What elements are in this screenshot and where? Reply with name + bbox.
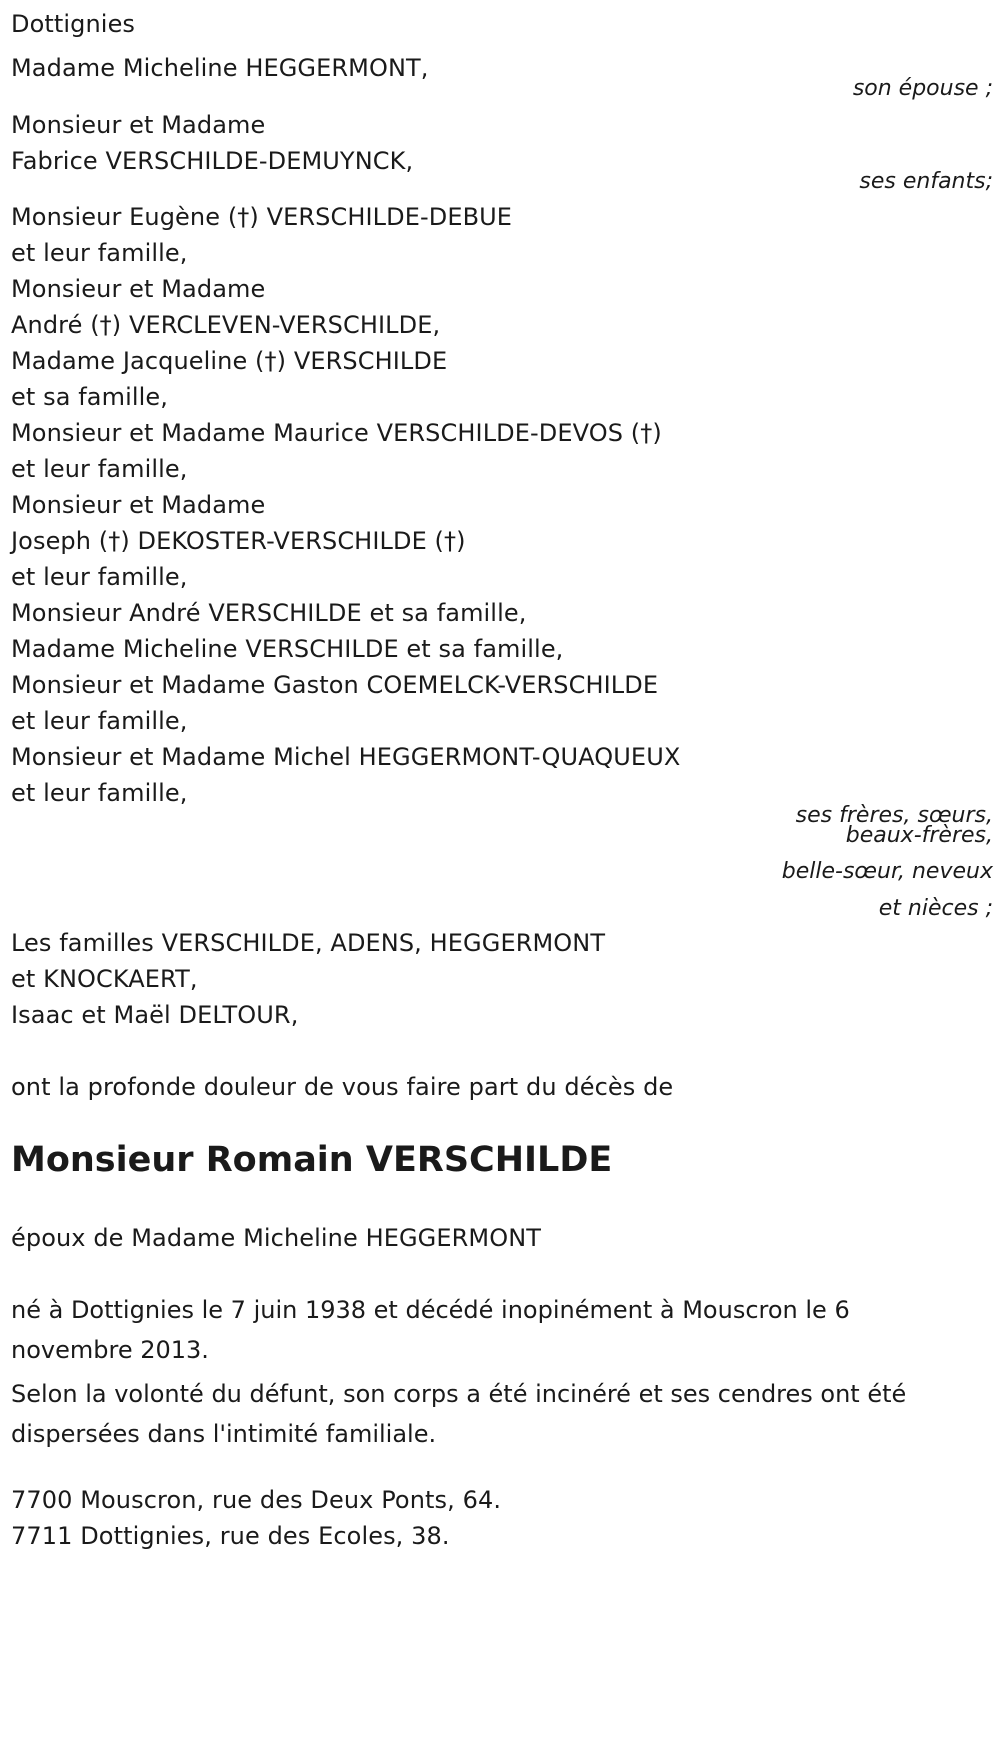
siblings-role-line: belle-sœur, neveux [781,859,993,884]
children-role: ses enfants; [859,169,993,194]
spouse-role: son épouse ; [852,76,993,101]
sibling-line: Joseph (†) DEKOSTER-VERSCHILDE (†) [11,527,466,555]
families-line: Isaac et Maël DELTOUR, [11,1001,299,1029]
sibling-line: et leur famille, [11,455,188,483]
sibling-line: Monsieur André VERSCHILDE et sa famille, [11,599,527,627]
sibling-line: Monsieur et Madame Maurice VERSCHILDE-DEVOS (†) [11,419,662,447]
sibling-line: et sa famille, [11,383,168,411]
sibling-line: et leur famille, [11,707,188,735]
address-line: 7711 Dottignies, rue des Ecoles, 38. [11,1522,450,1550]
deceased-name: Monsieur Romain VERSCHILDE [11,1140,613,1180]
siblings-role-line: et nièces ; [878,896,993,921]
sibling-line: Madame Micheline VERSCHILDE et sa famille, [11,635,564,663]
siblings-role-line: beaux-frères, [845,823,993,848]
families-line: Les familles VERSCHILDE, ADENS, HEGGERMONT [11,929,606,957]
sibling-line: Monsieur et Madame [11,275,266,303]
sibling-line: Monsieur et Madame [11,491,266,519]
children-line-2: Fabrice VERSCHILDE-DEMUYNCK, [11,147,414,175]
siblings-role-line: ses frères, sœurs, [795,803,993,828]
sibling-line: Monsieur Eugène (†) VERSCHILDE-DEBUE [11,203,513,231]
children-line-1: Monsieur et Madame [11,111,266,139]
address-line: 7700 Mouscron, rue des Deux Ponts, 64. [11,1486,502,1514]
families-line: et KNOCKAERT, [11,965,198,993]
sibling-line: André (†) VERCLEVEN-VERSCHILDE, [11,311,441,339]
sibling-line: Madame Jacqueline (†) VERSCHILDE [11,347,448,375]
birth-death-text: né à Dottignies le 7 juin 1938 et décédé inopinément à Mouscron le 6 novembre 2013. [11,1296,850,1364]
announcement-text: ont la profonde douleur de vous faire part du décès de [11,1073,674,1101]
sibling-line: Monsieur et Madame Gaston COEMELCK-VERSCHILDE [11,671,659,699]
place-heading: Dottignies [11,10,136,38]
spouse-name: Madame Micheline HEGGERMONT, [11,54,429,82]
sibling-line: et leur famille, [11,563,188,591]
sibling-line: et leur famille, [11,779,188,807]
cremation-text: Selon la volonté du défunt, son corps a été incinéré et ses cendres ont été dispersées dans l'intimité familiale. [11,1380,907,1448]
sibling-line: et leur famille, [11,239,188,267]
deceased-spouse-of: époux de Madame Micheline HEGGERMONT [11,1224,542,1252]
sibling-line: Monsieur et Madame Michel HEGGERMONT-QUAQUEUX [11,743,681,771]
